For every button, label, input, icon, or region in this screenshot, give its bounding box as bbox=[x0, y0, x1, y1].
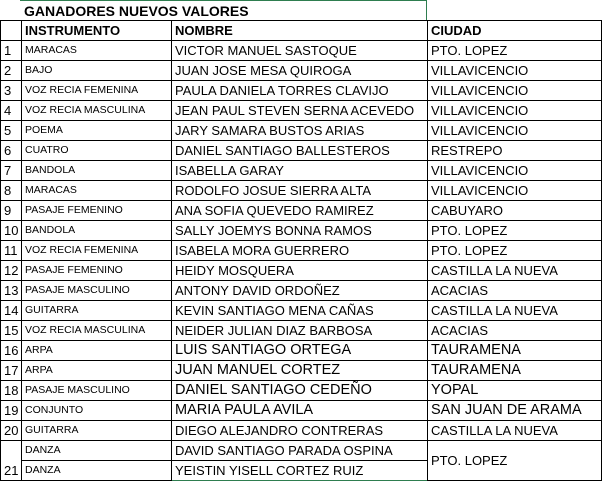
cell-instrumento: PASAJE FEMENINO bbox=[22, 261, 172, 281]
row-number: 21 bbox=[1, 461, 22, 481]
row-number: 7 bbox=[1, 161, 22, 181]
row-number: 3 bbox=[1, 81, 22, 101]
cell-ciudad: CABUYARO bbox=[428, 201, 602, 221]
row-number bbox=[1, 441, 22, 461]
cell-ciudad: VILLAVICENCIO bbox=[428, 121, 602, 141]
cell-nombre: NEIDER JULIAN DIAZ BARBOSA bbox=[172, 321, 428, 341]
row-number: 12 bbox=[1, 261, 22, 281]
cell-instrumento: MARACAS bbox=[22, 41, 172, 61]
cell-ciudad: ACACIAS bbox=[428, 321, 602, 341]
cell-ciudad: YOPAL bbox=[428, 381, 602, 401]
cell-nombre: KEVIN SANTIAGO MENA CAÑAS bbox=[172, 301, 428, 321]
cell-nombre: DAVID SANTIAGO PARADA OSPINA bbox=[172, 441, 428, 461]
cell-nombre: HEIDY MOSQUERA bbox=[172, 261, 428, 281]
cell-ciudad: ACACIAS bbox=[428, 281, 602, 301]
cell-instrumento: MARACAS bbox=[22, 181, 172, 201]
table-row bbox=[1, 341, 602, 361]
cell-nombre: LUIS SANTIAGO ORTEGA bbox=[172, 341, 428, 361]
cell-instrumento: CUATRO bbox=[22, 141, 172, 161]
cell-ciudad: CASTILLA LA NUEVA bbox=[428, 301, 602, 321]
cell-nombre: ISABELLA GARAY bbox=[172, 161, 428, 181]
cell-ciudad: VILLAVICENCIO bbox=[428, 61, 602, 81]
table-row bbox=[1, 221, 602, 241]
table-row bbox=[1, 441, 602, 461]
cell-instrumento: GUITARRA bbox=[22, 301, 172, 321]
cell-ciudad: CASTILLA LA NUEVA bbox=[428, 261, 602, 281]
cell-nombre: JUAN MANUEL CORTEZ bbox=[172, 361, 428, 381]
cell-nombre: ANTONY DAVID ORDOÑEZ bbox=[172, 281, 428, 301]
winners-table bbox=[0, 20, 602, 481]
cell-nombre: ISABELA MORA GUERRERO bbox=[172, 241, 428, 261]
cell-ciudad: RESTREPO bbox=[428, 141, 602, 161]
cell-instrumento: GUITARRA bbox=[22, 421, 172, 441]
row-number: 14 bbox=[1, 301, 22, 321]
table-row bbox=[1, 141, 602, 161]
table-row bbox=[1, 181, 602, 201]
cell-instrumento: VOZ RECIA MASCULINA bbox=[22, 101, 172, 121]
cell-ciudad: TAURAMENA bbox=[428, 361, 602, 381]
header-instrumento: INSTRUMENTO bbox=[22, 21, 172, 41]
cell-nombre: SALLY JOEMYS BONNA RAMOS bbox=[172, 221, 428, 241]
table-row bbox=[1, 301, 602, 321]
cell-ciudad: PTO. LOPEZ bbox=[428, 441, 602, 481]
cell-ciudad: PTO. LOPEZ bbox=[428, 221, 602, 241]
cell-nombre: DANIEL SANTIAGO BALLESTEROS bbox=[172, 141, 428, 161]
table-row bbox=[1, 61, 602, 81]
cell-ciudad: VILLAVICENCIO bbox=[428, 101, 602, 121]
row-number: 8 bbox=[1, 181, 22, 201]
row-number: 18 bbox=[1, 381, 22, 401]
header-ciudad: CIUDAD bbox=[428, 21, 602, 41]
cell-instrumento: BAJO bbox=[22, 61, 172, 81]
cell-instrumento: BANDOLA bbox=[22, 221, 172, 241]
cell-ciudad: VILLAVICENCIO bbox=[428, 181, 602, 201]
cell-nombre: YEISTIN YISELL CORTEZ RUIZ bbox=[172, 461, 428, 481]
row-number: 1 bbox=[1, 41, 22, 61]
cell-nombre: PAULA DANIELA TORRES CLAVIJO bbox=[172, 81, 428, 101]
cell-instrumento: DANZA bbox=[22, 461, 172, 481]
table-row bbox=[1, 281, 602, 301]
row-number: 11 bbox=[1, 241, 22, 261]
cell-nombre: DIEGO ALEJANDRO CONTRERAS bbox=[172, 421, 428, 441]
row-number: 6 bbox=[1, 141, 22, 161]
cell-ciudad: TAURAMENA bbox=[428, 341, 602, 361]
cell-instrumento: ARPA bbox=[22, 341, 172, 361]
row-number: 13 bbox=[1, 281, 22, 301]
cell-ciudad: SAN JUAN DE ARAMA bbox=[428, 401, 602, 421]
row-number: 2 bbox=[1, 61, 22, 81]
header-blank bbox=[1, 21, 22, 41]
table-row bbox=[1, 101, 602, 121]
sheet-title: GANADORES NUEVOS VALORES bbox=[24, 3, 249, 19]
table-row bbox=[1, 121, 602, 141]
cell-nombre: MARIA PAULA AVILA bbox=[172, 401, 428, 421]
row-number: 19 bbox=[1, 401, 22, 421]
cell-nombre: JUAN JOSE MESA QUIROGA bbox=[172, 61, 428, 81]
cell-nombre: VICTOR MANUEL SASTOQUE bbox=[172, 41, 428, 61]
cell-ciudad: CASTILLA LA NUEVA bbox=[428, 421, 602, 441]
cell-nombre: DANIEL SANTIAGO CEDEÑO bbox=[172, 381, 428, 401]
cell-instrumento: VOZ RECIA FEMENINA bbox=[22, 81, 172, 101]
cell-instrumento: BANDOLA bbox=[22, 161, 172, 181]
cell-instrumento: DANZA bbox=[22, 441, 172, 461]
table-row bbox=[1, 41, 602, 61]
table-row bbox=[1, 261, 602, 281]
cell-nombre: JEAN PAUL STEVEN SERNA ACEVEDO bbox=[172, 101, 428, 121]
row-number: 5 bbox=[1, 121, 22, 141]
row-number: 16 bbox=[1, 341, 22, 361]
table-row bbox=[1, 201, 602, 221]
cell-ciudad: VILLAVICENCIO bbox=[428, 161, 602, 181]
row-number: 15 bbox=[1, 321, 22, 341]
cell-instrumento: POEMA bbox=[22, 121, 172, 141]
cell-instrumento: PASAJE MASCULINO bbox=[22, 281, 172, 301]
cell-nombre: RODOLFO JOSUE SIERRA ALTA bbox=[172, 181, 428, 201]
cell-nombre: ANA SOFIA QUEVEDO RAMIREZ bbox=[172, 201, 428, 221]
cell-ciudad: VILLAVICENCIO bbox=[428, 81, 602, 101]
table-row bbox=[1, 361, 602, 381]
row-number: 4 bbox=[1, 101, 22, 121]
row-number: 17 bbox=[1, 361, 22, 381]
table-row bbox=[1, 401, 602, 421]
row-number: 20 bbox=[1, 421, 22, 441]
row-number: 10 bbox=[1, 221, 22, 241]
cell-ciudad: PTO. LOPEZ bbox=[428, 41, 602, 61]
table-row bbox=[1, 81, 602, 101]
cell-nombre: JARY SAMARA BUSTOS ARIAS bbox=[172, 121, 428, 141]
cell-instrumento: PASAJE MASCULINO bbox=[22, 381, 172, 401]
table-row bbox=[1, 421, 602, 441]
row-number: 9 bbox=[1, 201, 22, 221]
cell-instrumento: PASAJE FEMENINO bbox=[22, 201, 172, 221]
cell-ciudad: PTO. LOPEZ bbox=[428, 241, 602, 261]
cell-instrumento: VOZ RECIA FEMENINA bbox=[22, 241, 172, 261]
cell-instrumento: VOZ RECIA MASCULINA bbox=[22, 321, 172, 341]
table-row bbox=[1, 321, 602, 341]
table-row bbox=[1, 241, 602, 261]
header-nombre: NOMBRE bbox=[172, 21, 428, 41]
table-row bbox=[1, 161, 602, 181]
header-row bbox=[1, 21, 602, 41]
table-row bbox=[1, 381, 602, 401]
cell-instrumento: ARPA bbox=[22, 361, 172, 381]
cell-instrumento: CONJUNTO bbox=[22, 401, 172, 421]
table-body bbox=[1, 41, 602, 481]
